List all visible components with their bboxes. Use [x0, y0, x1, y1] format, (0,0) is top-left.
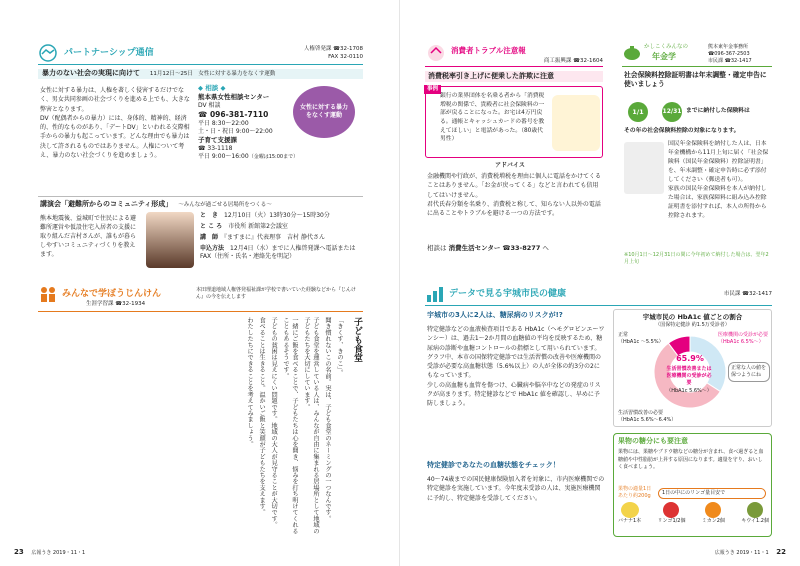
consult-hours2: 土・日・祝日 9:00～22:00: [198, 127, 273, 135]
partnership-section: [38, 44, 363, 274]
apple-icon: [663, 502, 679, 518]
pie-center-pct: 65.9%: [676, 354, 704, 363]
consult-hours1: 平日 8:30～22:00: [198, 119, 249, 127]
consumer-title: 消費者トラブル注意報: [451, 46, 526, 55]
consult-dv: DV 相談: [198, 101, 221, 109]
consult-tel: ☎ 096-381-7110: [198, 109, 269, 119]
legend-hospital: 医療機関の受診が必要 （HbA1c 6.5%～）: [718, 332, 769, 345]
fruit-bubble: 1日の中にのリンゴ量目安で: [658, 488, 766, 499]
kids-column-title: 子ども食堂: [352, 317, 362, 362]
campaign-badge: [293, 86, 355, 138]
hba1c-chart-box: [613, 309, 772, 427]
q2-heading: 特定健診であなたの血糖状態をチェック！: [427, 461, 560, 469]
fruit-amount: 果物の適量1日あたり約200g: [618, 486, 652, 499]
pie-center: [666, 354, 714, 365]
contact-name: 消費生活センター: [448, 244, 501, 252]
partnership-headline: 暴力のない社会の実現に向けて: [42, 69, 140, 77]
pension-note: ※10月1日～12月31日の間に今年初めて納付した場合は、翌年2月上旬: [624, 252, 769, 265]
kids-columns: [38, 317, 363, 537]
fruit-body: 果物には、果糖やブドウ糖などの糖分が含まれ、食べ過ぎると血糖値や中性脂肪が上昇する原因になります。適量を守り、おいしく食べましょう。: [618, 449, 764, 471]
kids-note: 本田理道地域人権啓発福祉課が学校で書いていた経験などから『じんけん』の今を伝えします: [196, 287, 357, 300]
speech-bubble: 正常な人の値を保つようにね: [728, 362, 770, 382]
lecture-rows: [200, 212, 363, 261]
footer-right: 広報うき 2019・11・1 22: [714, 548, 786, 556]
partnership-headline-sub: 11月12日～25日 女性に対する暴力をなくす運動: [149, 71, 276, 77]
legend-improve: 生活習慣改善の必要 （HbA1c 5.6%～6.4%）: [618, 410, 677, 423]
campaign-badge-text: 女性に対する暴力をなくす運動: [299, 103, 348, 119]
pension-headline: 社会保険料控除証明書は年末調整・確定申告に使いましょう: [624, 71, 767, 89]
legend-normal: 正常 （HbA1c ～5.5%）: [618, 332, 664, 345]
data-health-title: データで見る宇城市民の健康: [449, 289, 567, 299]
partnership-title: パートナーシップ通信: [64, 48, 154, 58]
mandarin-item: ミカン2個: [702, 502, 725, 525]
advice-label: アドバイス: [495, 162, 525, 169]
fruit-row: [618, 502, 769, 525]
partnership-fax: FAX 32-0110: [328, 54, 363, 60]
chart-icon: [425, 285, 445, 303]
kids-column: 子どもの貧困は見えにくい問題です。地域の大人が見守ることが大切です。: [270, 317, 278, 528]
phone-scam-illustration: [552, 95, 600, 151]
chart-sub: （国保特定健診 約1.5万受診者）: [655, 321, 730, 328]
data-health-section: [425, 285, 772, 540]
pension-body: 国民年金保険料を納付した人は、日本年金機構から11月上旬に届く「社会保険料（国民年金保険料）控除証明書」を、年末調整・確定申告時に必ず添付してください（郵送者も可）。 家族の国民年金保険料を本人が納付した場合は、家族保障料に組み込み控除証明書を添付すれば、本人の所得から控除されます。: [668, 141, 769, 219]
lecture-sub: ～みんなが過ごせる居場所をつくる～: [178, 202, 272, 208]
lecture-row: 申込方法 12月4日（水）までに人権啓発課へ電話またはFAX（住所・氏名・連絡先を明記）: [200, 245, 356, 261]
kids-section: [38, 285, 363, 540]
consult-hours3: 平日 9:00～16:00: [198, 152, 249, 160]
lecture-row: と き 12月10日（火）13時30分～15時30分: [200, 212, 330, 219]
consumer-headline: 消費税率引き上げに便乗した詐欺に注意: [425, 71, 603, 82]
banana-icon: [621, 502, 639, 518]
fruit-title: 果物の糖分にも要注意: [618, 437, 688, 445]
consult-label: ◆ 相談 ◆: [198, 84, 226, 92]
partnership-dept: 人権啓発課 ☎32-1708: [303, 46, 363, 52]
kids-column: 一緒にご飯を食べることで、子どもたちは心を開き、悩みを打ち明けてくれることもあるそうです。: [282, 317, 299, 534]
contact-dash: へ: [542, 244, 549, 252]
date-text: までに納付した保険料は: [686, 108, 750, 114]
speaker-photo: [146, 212, 194, 268]
case-text: 銀行の業界団体を名乗る者から「消費税増税の関係で、貴殿者に社会保険料の一部が戻ることになった。お宅は4万円戻る。通帳とキャッシュカードの番号を教えてほしい」と電話があった。（80歳代 男性）: [440, 93, 545, 143]
kids-column: 「きくす、きのこ」。: [335, 317, 343, 376]
kiwi-icon: [747, 502, 763, 518]
consult-name: 熊本県女性相談センター: [198, 92, 270, 101]
piggy-bank-icon: [622, 44, 642, 62]
q1-body: 特定健診などの血液検査項目である HbA1c（ヘモグロビンエーワンシー）は、過去1～2か月間の血糖値の平均を反映するため、糖尿病の診断や血糖コントロールの指標として用いられています。 グラフ中、本市の国保特定健診では生活習慣の改善や医療機関の受診が必要な高血糖状態（5.6%以上）の人が全体の約3分の2にもなっています。 少しの高血糖も血管を傷つけ、心臓病や脳卒中などの発症のリスクが高まります。特定健診などで HbA1c 値を確認し、早めに予防しましょう。: [427, 326, 605, 408]
page-gutter: [399, 0, 400, 566]
pension-title: 年金学: [652, 52, 676, 61]
handshake-icon: [38, 44, 58, 62]
kids-column: 子ども食堂を運営している人は、みんなが自由に集まれる居場所として地域の子どもたちを大切にしています。: [303, 317, 319, 534]
data-health-dept: 市民課 ☎32-1417: [723, 291, 772, 297]
date-end: 12/31: [662, 102, 682, 122]
lecture-row: 講 師 『ますまに』代表理事 吉村 静代さん: [200, 234, 325, 242]
pension-title-small: かしこくみんなの: [644, 44, 689, 50]
children-icon: [38, 285, 58, 303]
contact-label: 相談は: [427, 244, 447, 252]
kids-column: 食べることは生きること。温かいご飯と笑顔が子どもたちを支えます。: [258, 317, 266, 516]
date-text2: その年の社会保険料控除の対象になります。: [624, 128, 740, 134]
mandarin-icon: [705, 502, 721, 518]
lecture-header: [40, 200, 363, 209]
consult-tel2: ☎ 33-1118: [198, 144, 233, 152]
chart-title: 宇城市民の HbA1c 値ごとの割合: [642, 313, 743, 321]
pension-section: [622, 44, 772, 272]
consumer-dept: 商工振興課 ☎32-1604: [543, 58, 603, 64]
kids-column: 聞き慣れないこの名前。実は、子ども食堂のネーミングの一つなんです。: [323, 317, 331, 522]
lecture-title: 講演会「避難所からのコミュニティ形成」: [40, 200, 173, 208]
consult-name2: 子育て支援課: [198, 135, 237, 144]
banana-item: バナナ1本: [618, 502, 641, 525]
kiwi-item: キウイ1.2個: [741, 502, 769, 525]
page-number-left: 23: [14, 548, 24, 556]
date-start: 1/1: [628, 102, 648, 122]
advice-text: 金融機関や行政が、消費税増税を理由に個人に電話をかけてくることはありません。「お金が戻ってくる」などと言われても信用してはいけません。 君代氏春分類を名乗り、消費税と称して、知らない人以外の電話に出ることやトラブルを避ける一つの方法です。: [427, 173, 602, 218]
case-label: 事例: [424, 85, 441, 94]
kids-column: わたしたちにできることを考えてみましょう。: [246, 317, 254, 448]
lecture-row: と こ ろ 市役所 新館第2会議室: [200, 223, 288, 231]
contact-tel: ☎33-8277: [502, 244, 541, 252]
pension-dept1: 熊本東年金事務所: [708, 44, 749, 50]
pen-document-illustration: [624, 142, 664, 194]
consumer-contact: [427, 244, 603, 253]
q2-body: 40～74歳までの国民健康保険加入者を対象に、市内医療機関での特定健診を実施しています。今年度未受診の人は、実施医療機関に予約し、特定健診を受診してください。: [427, 476, 605, 502]
warning-icon: [425, 44, 447, 62]
partnership-body: 女性に対する暴力は、人権を著しく侵害するだけでなく、男女共同参画の社会づくりを進める上でも、大きな弊害となります。 DV（配偶者からの暴力）には、身体的、精神的、経済的、性的なものがあり、「デートDV」といわれる交際相手からの暴力も起こっています。どんな理由でも暴力は決して許されるものではありません。人権について考え、暴力のない社会づくりを進めましょう。: [40, 87, 190, 160]
lecture-body: 熊本地震後、益城町で住民による避難所運営や仮設住宅入居者の支援に取り組んだ吉村さんが、誰もが暮らしやすいコミュニティづくりを教えます。: [40, 215, 137, 258]
page-number-right: 22: [776, 548, 786, 556]
fruit-box: [613, 433, 772, 537]
pension-dept1-tel: ☎096-367-2503: [708, 51, 750, 57]
kids-title: みんなで学ぼうじんけん: [62, 289, 162, 299]
pie-center-text: 生活習慣改善または医療機関の受診が必要: [666, 366, 712, 386]
pie-center-range: （HbA1c 5.6%～）: [666, 388, 712, 394]
partnership-headline-bar: [38, 69, 363, 79]
pension-dept2: 市民課 ☎32-1417: [708, 58, 752, 64]
case-box: [425, 86, 603, 158]
consumer-section: [425, 44, 603, 272]
q1-heading: 宇城市の3人に2人は、糖尿病のリスクが!?: [427, 311, 563, 319]
footer-left: 23 広報うき 2019・11・1: [14, 548, 86, 556]
apple-item: リンゴ1/2個: [657, 502, 685, 525]
consult-hours3-note: （金曜は15:00まで）: [248, 153, 299, 160]
kids-dept: 生涯学習課 ☎32-1934: [86, 301, 146, 307]
